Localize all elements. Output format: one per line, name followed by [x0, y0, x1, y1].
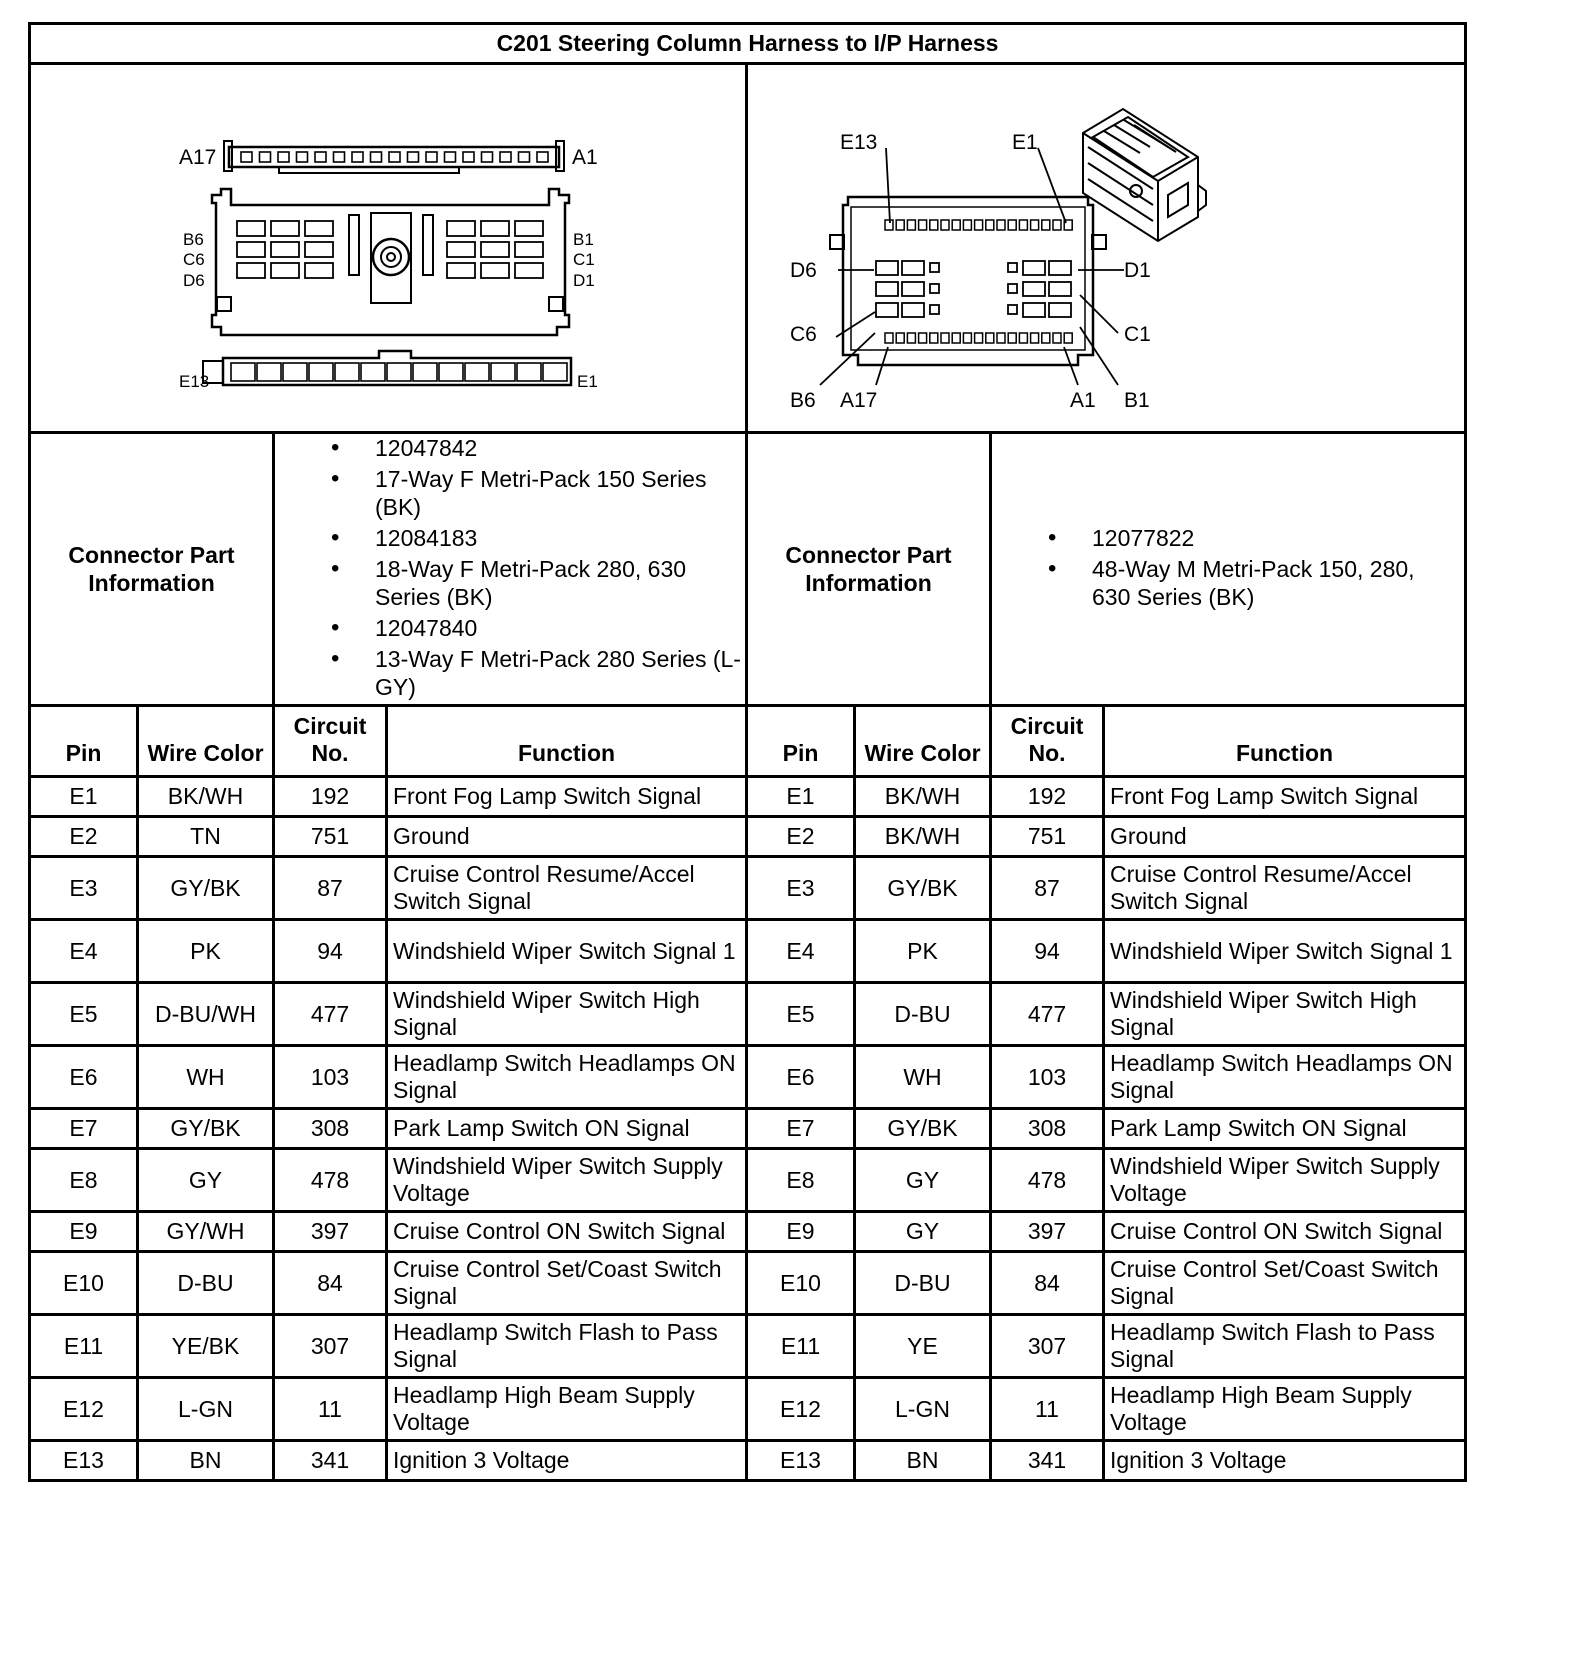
- cavity: [930, 263, 939, 272]
- pin-cell: E7: [30, 1109, 138, 1149]
- pin-cell: E10: [30, 1252, 138, 1315]
- circuit-cell: 94: [991, 920, 1104, 983]
- header-wire-color: Wire Color: [855, 706, 991, 777]
- cavity: [975, 220, 983, 230]
- function-cell: Cruise Control Set/Coast Switch Signal: [1104, 1252, 1466, 1315]
- pin-cell: E11: [747, 1315, 855, 1378]
- cavity: [876, 261, 898, 275]
- function-cell: Cruise Control Set/Coast Switch Signal: [387, 1252, 747, 1315]
- cavity: [896, 220, 904, 230]
- function-cell: Headlamp Switch Headlamps ON Signal: [387, 1046, 747, 1109]
- wire-color-cell: BN: [138, 1441, 274, 1481]
- cavity: [231, 363, 255, 381]
- list-item: • 12084183: [375, 524, 745, 552]
- label-a17-right: A17: [840, 389, 878, 412]
- list-item: • 12047842: [375, 434, 745, 462]
- cavity: [413, 363, 437, 381]
- cavity: [257, 363, 281, 381]
- cavity: [1008, 284, 1017, 293]
- function-cell: Front Fog Lamp Switch Signal: [1104, 777, 1466, 817]
- circuit-cell: 477: [274, 983, 387, 1046]
- label-d1-right: D1: [1124, 259, 1151, 282]
- cavity: [537, 152, 548, 162]
- wire-color-cell: GY: [138, 1149, 274, 1212]
- wire-color-cell: BN: [855, 1441, 991, 1481]
- list-item: • 17-Way F Metri-Pack 150 Series (BK): [375, 465, 745, 521]
- list-item: • 48-Way M Metri-Pack 150, 280, 630 Series (BK): [1092, 555, 1444, 611]
- connector-info-left: [274, 433, 747, 706]
- wire-color-cell: D-BU: [138, 1252, 274, 1315]
- cavity: [902, 261, 924, 275]
- connector-18-way: [183, 189, 595, 335]
- cavity: [278, 152, 289, 162]
- cavity: [465, 363, 489, 381]
- cavity: [439, 363, 463, 381]
- cavity: [952, 220, 960, 230]
- cavity: [1049, 261, 1071, 275]
- connector-info-label-right: Connector Part Information: [747, 433, 991, 706]
- circuit-cell: 307: [991, 1315, 1104, 1378]
- cavity: [997, 333, 1005, 343]
- table-row: [30, 920, 1466, 983]
- cavity: [919, 333, 927, 343]
- label-e13-right: E13: [840, 131, 878, 154]
- pin-cell: E9: [30, 1212, 138, 1252]
- label-d6: D6: [183, 271, 205, 290]
- header-pin: Pin: [30, 706, 138, 777]
- table-row: [30, 1315, 1466, 1378]
- pin-cell: E5: [30, 983, 138, 1046]
- circuit-cell: 192: [274, 777, 387, 817]
- function-cell: Front Fog Lamp Switch Signal: [387, 777, 747, 817]
- label-b6: B6: [183, 230, 204, 249]
- cavity: [463, 152, 474, 162]
- cavity: [963, 220, 971, 230]
- header-circuit-line2: No.: [311, 740, 349, 766]
- function-cell: Windshield Wiper Switch High Signal: [387, 983, 747, 1046]
- pin-cell: E4: [30, 920, 138, 983]
- circuit-cell: 11: [274, 1378, 387, 1441]
- cavity: [237, 242, 265, 257]
- pin-cell: E6: [747, 1046, 855, 1109]
- pin-cell: E7: [747, 1109, 855, 1149]
- cavity: [1023, 261, 1045, 275]
- circuit-cell: 84: [991, 1252, 1104, 1315]
- cavity: [515, 242, 543, 257]
- circuit-cell: 308: [274, 1109, 387, 1149]
- connector-48-way-face: [790, 131, 1151, 412]
- cavity: [1049, 282, 1071, 296]
- table-row: [30, 777, 1466, 817]
- cavity: [271, 221, 299, 236]
- wire-color-cell: WH: [138, 1046, 274, 1109]
- pin-rows: [30, 777, 1466, 1481]
- pin-cell: E13: [747, 1441, 855, 1481]
- cavity: [1023, 282, 1045, 296]
- function-cell: Windshield Wiper Switch High Signal: [1104, 983, 1466, 1046]
- wire-color-cell: BK/WH: [855, 777, 991, 817]
- function-cell: Headlamp Switch Flash to Pass Signal: [387, 1315, 747, 1378]
- pin-cell: E13: [30, 1441, 138, 1481]
- function-cell: Headlamp High Beam Supply Voltage: [387, 1378, 747, 1441]
- circuit-cell: 308: [991, 1109, 1104, 1149]
- function-cell: Headlamp Switch Flash to Pass Signal: [1104, 1315, 1466, 1378]
- label-c1-right: C1: [1124, 323, 1151, 346]
- circuit-cell: 84: [274, 1252, 387, 1315]
- header-circuit-no: [274, 706, 387, 777]
- header-function: Function: [387, 706, 747, 777]
- wire-color-cell: BK/WH: [138, 777, 274, 817]
- list-item: • 13-Way F Metri-Pack 280 Series (L-GY): [375, 645, 745, 701]
- pin-cell: E5: [747, 983, 855, 1046]
- cavity: [975, 333, 983, 343]
- cavity: [1064, 333, 1072, 343]
- pin-cell: E1: [747, 777, 855, 817]
- pin-cell: E1: [30, 777, 138, 817]
- function-cell: Windshield Wiper Switch Signal 1: [387, 920, 747, 983]
- cavity: [930, 220, 938, 230]
- cavity: [237, 263, 265, 278]
- cavity: [517, 363, 541, 381]
- wire-color-cell: GY/BK: [855, 857, 991, 920]
- cavity: [305, 263, 333, 278]
- cavity: [1042, 220, 1050, 230]
- label-c6: C6: [183, 250, 205, 269]
- wire-color-cell: GY/BK: [855, 1109, 991, 1149]
- wire-color-cell: D-BU: [855, 983, 991, 1046]
- label-b6-right: B6: [790, 389, 816, 412]
- label-b1-right: B1: [1124, 389, 1150, 412]
- wire-color-cell: GY: [855, 1212, 991, 1252]
- left-connector-diagram: [30, 64, 747, 433]
- pin-cell: E4: [747, 920, 855, 983]
- pin-cell: E2: [30, 817, 138, 857]
- pin-cell: E3: [30, 857, 138, 920]
- connector-17-way: [179, 141, 598, 173]
- cavity: [315, 152, 326, 162]
- circuit-cell: 478: [991, 1149, 1104, 1212]
- connector-part-list-left: [275, 434, 745, 701]
- list-item: • 12077822: [1092, 524, 1444, 552]
- cavity: [445, 152, 456, 162]
- cavity: [515, 263, 543, 278]
- header-circuit-no: [991, 706, 1104, 777]
- cavity: [387, 363, 411, 381]
- function-cell: Cruise Control Resume/Accel Switch Signal: [387, 857, 747, 920]
- cavity: [515, 221, 543, 236]
- wire-color-cell: PK: [138, 920, 274, 983]
- connector-isometric-illustration: [1083, 109, 1206, 241]
- cavity: [500, 152, 511, 162]
- cavity: [352, 152, 363, 162]
- cavity: [1008, 333, 1016, 343]
- cavity: [389, 152, 400, 162]
- wire-color-cell: PK: [855, 920, 991, 983]
- cavity: [305, 221, 333, 236]
- label-a1-right: A1: [1070, 389, 1096, 412]
- wire-color-cell: GY/BK: [138, 1109, 274, 1149]
- left-connector-drawing: [31, 65, 747, 431]
- circuit-cell: 307: [274, 1315, 387, 1378]
- circuit-cell: 397: [274, 1212, 387, 1252]
- function-cell: Ground: [1104, 817, 1466, 857]
- circuit-cell: 87: [991, 857, 1104, 920]
- circuit-cell: 94: [274, 920, 387, 983]
- function-cell: Park Lamp Switch ON Signal: [1104, 1109, 1466, 1149]
- function-cell: Cruise Control ON Switch Signal: [387, 1212, 747, 1252]
- list-item: • 12047840: [375, 614, 745, 642]
- connector-table: [28, 22, 1467, 1482]
- circuit-cell: 477: [991, 983, 1104, 1046]
- function-cell: Park Lamp Switch ON Signal: [387, 1109, 747, 1149]
- circuit-cell: 751: [274, 817, 387, 857]
- cavity: [447, 242, 475, 257]
- wire-color-cell: WH: [855, 1046, 991, 1109]
- cavity: [941, 333, 949, 343]
- label-a17: A17: [179, 146, 217, 169]
- header-pin: Pin: [747, 706, 855, 777]
- cavity: [371, 152, 382, 162]
- pin-cell: E9: [747, 1212, 855, 1252]
- cavity: [952, 333, 960, 343]
- label-d6-right: D6: [790, 259, 817, 282]
- table-row: [30, 983, 1466, 1046]
- wire-color-cell: GY/WH: [138, 1212, 274, 1252]
- wire-color-cell: BK/WH: [855, 817, 991, 857]
- header-circuit-line1: Circuit: [1010, 713, 1084, 739]
- cavity: [1049, 303, 1071, 317]
- pin-cell: E2: [747, 817, 855, 857]
- document-title: C201 Steering Column Harness to I/P Harness: [30, 24, 1466, 64]
- label-e13: E13: [179, 372, 210, 391]
- right-connector-diagram: [747, 64, 1466, 433]
- function-cell: Headlamp High Beam Supply Voltage: [1104, 1378, 1466, 1441]
- cavity: [941, 220, 949, 230]
- function-cell: Ignition 3 Voltage: [387, 1441, 747, 1481]
- wire-color-cell: GY/BK: [138, 857, 274, 920]
- wire-color-cell: D-BU/WH: [138, 983, 274, 1046]
- cavity: [907, 220, 915, 230]
- pin-cell: E8: [747, 1149, 855, 1212]
- cavity: [408, 152, 419, 162]
- label-e1: E1: [577, 372, 598, 391]
- cavity: [896, 333, 904, 343]
- wire-color-cell: D-BU: [855, 1252, 991, 1315]
- cavity: [1053, 220, 1061, 230]
- cavity: [481, 242, 509, 257]
- circuit-cell: 192: [991, 777, 1104, 817]
- pin-cell: E3: [747, 857, 855, 920]
- cavity: [963, 333, 971, 343]
- cavity: [930, 305, 939, 314]
- cavity: [885, 333, 893, 343]
- cavity: [237, 221, 265, 236]
- function-cell: Windshield Wiper Switch Supply Voltage: [1104, 1149, 1466, 1212]
- cavity: [241, 152, 252, 162]
- connector-info-label-left: Connector Part Information: [30, 433, 274, 706]
- label-d1: D1: [573, 271, 595, 290]
- cavity: [271, 263, 299, 278]
- cavity: [361, 363, 385, 381]
- pin-cell: E11: [30, 1315, 138, 1378]
- table-row: [30, 1109, 1466, 1149]
- function-cell: Cruise Control ON Switch Signal: [1104, 1212, 1466, 1252]
- cavity: [426, 152, 437, 162]
- circuit-cell: 103: [991, 1046, 1104, 1109]
- right-connector-drawing: [748, 65, 1464, 431]
- pin-cell: E12: [747, 1378, 855, 1441]
- cavity: [907, 333, 915, 343]
- pinout-document: [28, 22, 1464, 1482]
- column-header-row: [30, 706, 1466, 777]
- label-a1: A1: [572, 146, 598, 169]
- circuit-cell: 341: [274, 1441, 387, 1481]
- cavity: [260, 152, 271, 162]
- cavity: [919, 220, 927, 230]
- cavity: [876, 282, 898, 296]
- cavity: [335, 363, 359, 381]
- cavity: [481, 263, 509, 278]
- cavity: [902, 303, 924, 317]
- cavity: [309, 363, 333, 381]
- function-cell: Cruise Control Resume/Accel Switch Signal: [1104, 857, 1466, 920]
- circuit-cell: 87: [274, 857, 387, 920]
- cavity: [519, 152, 530, 162]
- list-item: • 18-Way F Metri-Pack 280, 630 Series (BK): [375, 555, 745, 611]
- table-row: [30, 857, 1466, 920]
- wire-color-cell: YE/BK: [138, 1315, 274, 1378]
- table-row: [30, 1149, 1466, 1212]
- wire-color-cell: L-GN: [138, 1378, 274, 1441]
- wire-color-cell: TN: [138, 817, 274, 857]
- wire-color-cell: L-GN: [855, 1378, 991, 1441]
- cavity: [1031, 220, 1039, 230]
- header-wire-color: Wire Color: [138, 706, 274, 777]
- header-function: Function: [1104, 706, 1466, 777]
- cavity: [1008, 220, 1016, 230]
- header-circuit-line2: No.: [1028, 740, 1066, 766]
- table-row: [30, 1252, 1466, 1315]
- header-circuit-line1: Circuit: [293, 713, 367, 739]
- pin-cell: E8: [30, 1149, 138, 1212]
- cavity: [482, 152, 493, 162]
- function-cell: Ground: [387, 817, 747, 857]
- cavity: [297, 152, 308, 162]
- cavity: [997, 220, 1005, 230]
- cavity: [1053, 333, 1061, 343]
- table-row: [30, 1441, 1466, 1481]
- cavity: [334, 152, 345, 162]
- cavity: [1042, 333, 1050, 343]
- cavity: [1031, 333, 1039, 343]
- function-cell: Windshield Wiper Switch Signal 1: [1104, 920, 1466, 983]
- connector-info-right: [991, 433, 1466, 706]
- label-e1-right: E1: [1012, 131, 1038, 154]
- function-cell: Windshield Wiper Switch Supply Voltage: [387, 1149, 747, 1212]
- cavity: [481, 221, 509, 236]
- cavity: [283, 363, 307, 381]
- label-c6-right: C6: [790, 323, 817, 346]
- cavity: [1023, 303, 1045, 317]
- cavity: [543, 363, 567, 381]
- function-cell: Headlamp Switch Headlamps ON Signal: [1104, 1046, 1466, 1109]
- cavity: [902, 282, 924, 296]
- circuit-cell: 11: [991, 1378, 1104, 1441]
- circuit-cell: 397: [991, 1212, 1104, 1252]
- table-row: [30, 1212, 1466, 1252]
- cavity: [305, 242, 333, 257]
- circuit-cell: 751: [991, 817, 1104, 857]
- cavity: [986, 220, 994, 230]
- cavity: [876, 303, 898, 317]
- cavity: [271, 242, 299, 257]
- cavity: [885, 220, 893, 230]
- label-b1: B1: [573, 230, 594, 249]
- cavity: [986, 333, 994, 343]
- circuit-cell: 103: [274, 1046, 387, 1109]
- cavity: [1008, 305, 1017, 314]
- pin-cell: E12: [30, 1378, 138, 1441]
- function-cell: Ignition 3 Voltage: [1104, 1441, 1466, 1481]
- table-row: [30, 1046, 1466, 1109]
- cavity: [447, 221, 475, 236]
- connector-part-list-right: [992, 524, 1464, 611]
- pin-cell: E10: [747, 1252, 855, 1315]
- cavity: [1019, 220, 1027, 230]
- cavity: [930, 333, 938, 343]
- wire-color-cell: YE: [855, 1315, 991, 1378]
- cavity: [1019, 333, 1027, 343]
- circuit-cell: 478: [274, 1149, 387, 1212]
- cavity: [930, 284, 939, 293]
- cavity: [447, 263, 475, 278]
- cavity: [491, 363, 515, 381]
- table-row: [30, 817, 1466, 857]
- circuit-cell: 341: [991, 1441, 1104, 1481]
- wire-color-cell: GY: [855, 1149, 991, 1212]
- label-c1: C1: [573, 250, 595, 269]
- table-row: [30, 1378, 1466, 1441]
- cavity: [1008, 263, 1017, 272]
- pin-cell: E6: [30, 1046, 138, 1109]
- connector-13-way: [179, 351, 598, 391]
